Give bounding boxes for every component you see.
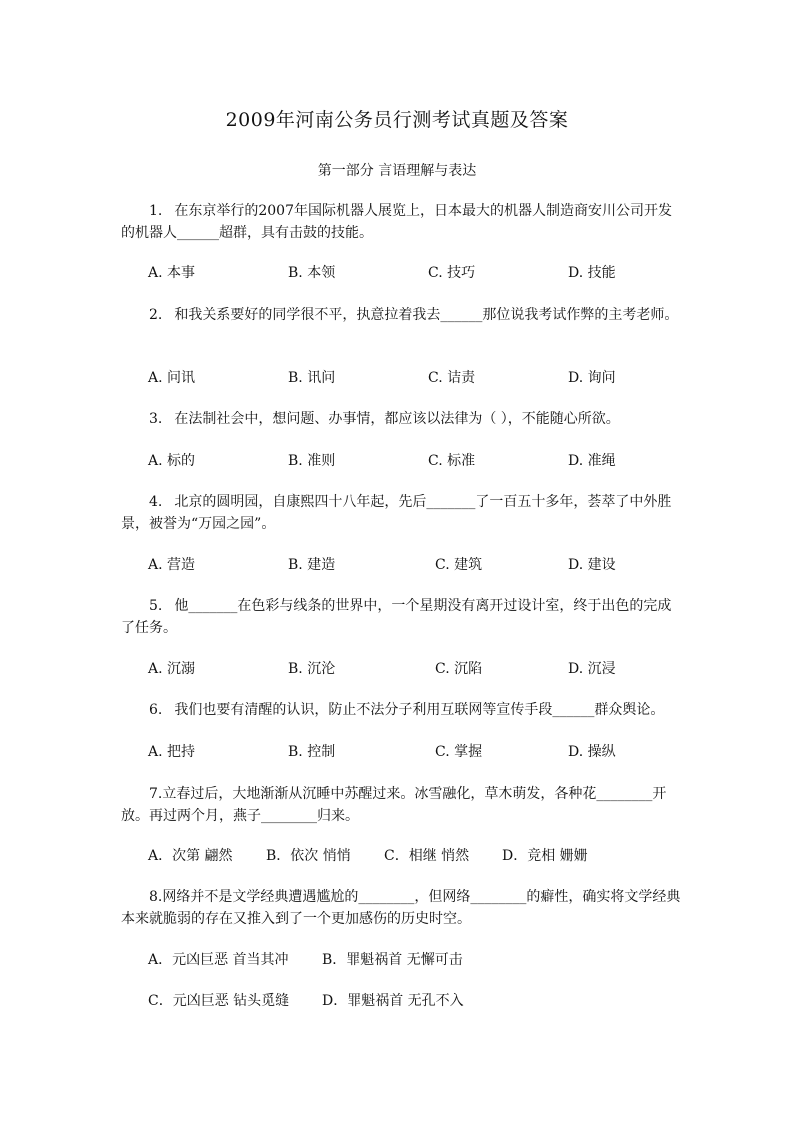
option-b: B. 准则 [288, 453, 336, 469]
option-a: A. 问讯 [148, 370, 196, 386]
option-a: A．元凶巨恶 首当其冲 [148, 952, 289, 968]
question-text: 我们也要有清醒的认识，防止不法分子利用互联网等宣传手段______群众舆论。 [174, 702, 665, 718]
question-text: 网络并不是文学经典遭遇尴尬的________，但网络________的癖性，确实将文学经典本来就脆弱的存在又推入到了一个更加感伤的历史时空。 [121, 889, 681, 927]
option-a: A. 标的 [148, 453, 196, 469]
option-d: D. 技能 [568, 265, 616, 281]
option-a: A. 把持 [148, 744, 196, 760]
question-number: 2. [149, 307, 163, 323]
option-c: C．相继 悄然 [384, 848, 470, 864]
question-text: 立春过后，大地渐渐从沉睡中苏醒过来。冰雪融化，草木萌发，各种花________开放。再过两个月，燕子________归来。 [121, 786, 667, 824]
option-d: D. 建设 [568, 557, 616, 573]
option-d: D．竞相 姗姗 [502, 848, 588, 864]
option-b: B. 沉沦 [288, 661, 336, 677]
option-d: D. 操纵 [568, 744, 616, 760]
question-5 [121, 595, 681, 639]
option-d: D. 询问 [568, 370, 616, 386]
option-d: D. 沉浸 [568, 661, 616, 677]
option-c: C. 建筑 [435, 557, 483, 573]
option-b: B. 控制 [288, 744, 336, 760]
option-a: A. 沉溺 [148, 661, 196, 677]
option-c: C. 掌握 [435, 744, 483, 760]
option-b: B. 讯问 [288, 370, 336, 386]
question-text: 在东京举行的2007年国际机器人展览上，日本最大的机器人制造商安川公司开发的机器人______超群，具有击鼓的技能。 [121, 203, 672, 241]
section-heading: 第一部分 言语理解与表达 [317, 163, 477, 179]
document-title: 2009年河南公务员行测考试真题及答案 [225, 109, 569, 131]
option-a: A. 本事 [148, 265, 196, 281]
question-text: 和我关系要好的同学很不平，执意拉着我去______那位说我考试作弊的主考老师。 [174, 307, 679, 323]
option-a: A．次第 翩然 [148, 848, 233, 864]
option-c: C. 技巧 [428, 265, 476, 281]
option-d: D．罪魁祸首 无孔不入 [322, 993, 464, 1009]
option-b: B．罪魁祸首 无懈可击 [322, 952, 463, 968]
question-number: 6. [149, 702, 163, 718]
option-c: C. 诘责 [428, 370, 476, 386]
option-b: B. 本领 [288, 265, 336, 281]
option-b: B．依次 悄悄 [266, 848, 351, 864]
option-a: A. 营造 [148, 557, 196, 573]
question-number: 3. [149, 411, 163, 427]
question-text: 他_______在色彩与线条的世界中，一个星期没有离开过设计室，终于出色的完成了任务。 [121, 598, 672, 636]
question-number: 7. [149, 786, 163, 802]
question-4 [121, 491, 681, 535]
option-c: C. 沉陷 [435, 661, 483, 677]
question-number: 8. [149, 889, 163, 905]
question-text: 北京的圆明园，自康熙四十八年起，先后_______了一百五十多年，荟萃了中外胜景，被誉为“万园之园”。 [121, 494, 672, 532]
option-d: D. 准绳 [568, 453, 616, 469]
question-number: 4. [149, 494, 163, 510]
question-number: 5. [149, 598, 163, 614]
question-3 [121, 408, 681, 430]
question-number: 1. [149, 203, 163, 219]
option-b: B. 建造 [288, 557, 336, 573]
option-c: C. 标准 [428, 453, 476, 469]
question-8 [121, 886, 681, 930]
question-1 [121, 200, 681, 244]
option-c: C．元凶巨恶 钻头觅缝 [148, 993, 290, 1009]
question-2 [121, 304, 681, 326]
question-text: 在法制社会中，想问题、办事情，都应该以法律为（ ），不能随心所欲。 [174, 411, 620, 427]
question-7 [121, 783, 681, 827]
question-6 [121, 699, 681, 721]
